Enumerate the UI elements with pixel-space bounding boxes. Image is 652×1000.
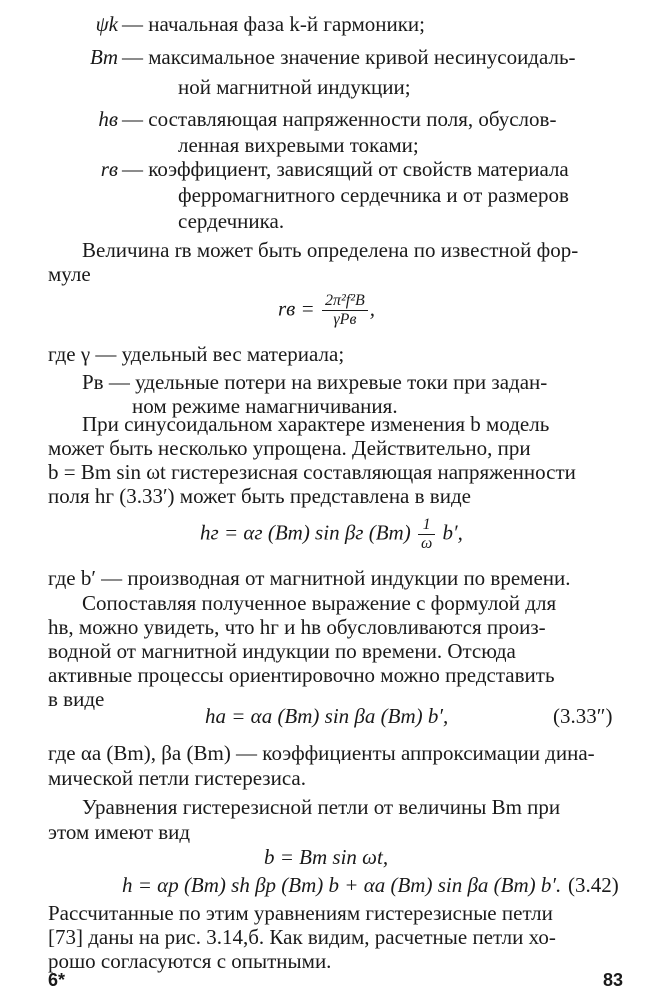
formula-h: h = αр (Bm) sh βр (Bm) b + αа (Bm) sin βа (Bm) b′. <box>122 873 562 897</box>
definition-symbol: Bm <box>90 45 118 69</box>
formula-fraction <box>322 292 368 329</box>
definition-bm <box>60 45 576 70</box>
where-line: где γ — удельный вес материала; <box>48 342 345 366</box>
paragraph-line: этом имеют вид <box>48 820 191 844</box>
definition-text: — начальная фаза k-й гармоники; <box>122 12 425 36</box>
formula-fraction <box>418 516 435 553</box>
where-line: Pв — удельные потери на вихревые токи при задан- <box>82 370 548 394</box>
definition-text: — коэффициент, зависящий от свойств материала <box>122 157 569 181</box>
definition-text: сердечника. <box>178 209 285 233</box>
formula-tail: , <box>369 296 376 321</box>
fraction-numerator: 2π²f²B <box>322 292 368 311</box>
definition-symbol: rв <box>100 157 118 181</box>
formula-lhs: hг = αг (Bm) sin βг (Bm) <box>200 520 411 545</box>
equation-number: (3.33″) <box>553 704 613 728</box>
formula-hg <box>200 516 463 553</box>
formula-tail: b′, <box>442 520 463 545</box>
paragraph-line: [73] даны на рис. 3.14,б. Как видим, расчетные петли хо- <box>48 925 556 949</box>
paragraph-line: hв, можно увидеть, что hг и hв обусловливаются произ- <box>48 615 546 639</box>
paragraph-line: Уравнения гистерезисной петли от величины Bm при <box>82 795 561 819</box>
paragraph-line: рошо согласуются с опытными. <box>48 949 332 973</box>
paragraph-line: Сопоставляя полученное выражение с формулой для <box>82 591 557 615</box>
signature-mark: 6* <box>48 970 66 990</box>
definition-symbol: ψk <box>95 12 118 36</box>
formula-ha: hа = αа (Bm) sin βа (Bm) b′, <box>205 704 449 728</box>
paragraph-line: b = Bm sin ωt гистерезисная составляющая напряженности <box>48 460 576 484</box>
paragraph-line: При синусоидальном характере изменения b модель <box>82 412 550 436</box>
paragraph-line: поля hг (3.33′) может быть представлена в виде <box>48 484 471 508</box>
paragraph-line: мической петли гистерезиса. <box>48 766 306 790</box>
paragraph-line: где b′ — производная от магнитной индукции по времени. <box>48 566 571 590</box>
definition-psi <box>60 12 425 37</box>
definition-text: — составляющая напряженности поля, обуслов- <box>122 107 557 131</box>
paragraph-line: активные процессы ориентировочно можно представить <box>48 663 555 687</box>
definition-rv <box>60 157 569 182</box>
definition-text: ной магнитной индукции; <box>178 75 411 99</box>
paragraph-line: где αа (Bm), βа (Bm) — коэффициенты аппроксимации дина- <box>48 741 595 765</box>
page-number: 83 <box>603 970 624 990</box>
definition-hv <box>60 107 556 132</box>
paragraph-line: Величина rв может быть определена по известной фор- <box>82 238 579 262</box>
definition-symbol: hв <box>98 107 118 131</box>
fraction-numerator: 1 <box>418 516 435 535</box>
definition-text: — максимальное значение кривой несинусоидаль- <box>122 45 576 69</box>
paragraph-line: может быть несколько упрощена. Действительно, при <box>48 436 531 460</box>
where-line: ном режиме намагничивания. <box>132 394 398 418</box>
paragraph-line: в виде <box>48 687 105 711</box>
fraction-denominator: ω <box>420 535 433 552</box>
paragraph-line: Рассчитанные по этим уравнениям гистерезисные петли <box>48 901 553 925</box>
equation-number: (3.42) <box>568 873 619 897</box>
definition-text: ферромагнитного сердечника и от размеров <box>178 183 569 207</box>
formula-lhs: rв = <box>278 296 315 321</box>
definition-text: ленная вихревыми токами; <box>178 133 419 157</box>
paragraph-line: водной от магнитной индукции по времени. Отсюда <box>48 639 516 663</box>
formula-rv <box>278 292 375 329</box>
paragraph-line: муле <box>48 262 91 286</box>
fraction-denominator: γPв <box>333 311 357 328</box>
formula-b: b = Bm sin ωt, <box>264 845 389 869</box>
